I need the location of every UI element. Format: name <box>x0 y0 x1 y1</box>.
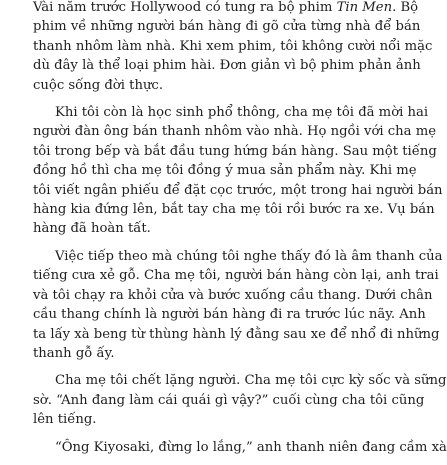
text-run: thanh nhôm làm nhà. Khi xem phim, tôi không cười nổi mặc <box>33 38 433 54</box>
text-run: người đàn ông bán thanh nhôm vào nhà. Họ ngồi với cha mẹ <box>33 124 437 140</box>
text-line <box>33 325 440 344</box>
text-line <box>33 371 447 390</box>
text-line <box>33 219 373 238</box>
text-run: Khi tôi còn là học sinh phổ thông, cha mẹ tôi đã mời hai <box>55 105 429 121</box>
text-line <box>33 0 419 17</box>
text-line <box>33 17 421 36</box>
text-line <box>33 76 373 95</box>
text-run: và tôi chạy ra khỏi cửa và bước xuống cầu thang. Dưới chân <box>33 287 433 303</box>
text-line <box>33 161 417 180</box>
text-line <box>33 438 447 457</box>
body-text <box>33 0 447 465</box>
paragraph <box>33 103 443 239</box>
paragraph <box>33 247 443 363</box>
text-run: hàng kia đứng lên, bắt tay cha mẹ tôi rồi bước ra xe. Vụ bán <box>33 202 435 218</box>
text-run: “Ông Kiyosaki, đừng lo lắng,” anh thanh niên đang cầm xà <box>55 439 447 455</box>
text-run: cầu thang chính là người bán hàng đi ra trước lúc nãy. Anh <box>33 307 426 323</box>
text-line <box>33 181 443 200</box>
text-line <box>33 56 421 75</box>
text-run: dù đây là thể loại phim hài. Đơn giản vì bộ phim phản ảnh <box>33 58 421 74</box>
text-run: . Bộ <box>392 0 419 15</box>
text-run: tôi viết ngân phiếu để đặt cọc trước, một trong hai người bán <box>33 182 443 198</box>
text-line <box>33 142 437 161</box>
text-run: Cha mẹ tôi chết lặng người. Cha mẹ tôi cực kỳ sốc và sững <box>55 373 447 389</box>
text-run: Vài năm trước Hollywood có tung ra bộ phim <box>33 0 337 15</box>
text-run: lên tiếng. <box>33 412 97 428</box>
paragraph <box>33 371 447 429</box>
text-run: tiếng cưa xẻ gỗ. Cha mẹ tôi, người bán hàng còn lại, anh trai <box>33 268 439 284</box>
text-run: thanh gỗ ấy. <box>33 345 115 361</box>
text-run: cuộc sống đời thực. <box>33 77 164 93</box>
text-line <box>33 200 435 219</box>
text-line <box>33 122 437 141</box>
text-run: sờ. “Anh đang làm cái quái gì vậy?” cuối cùng cha tôi cũng <box>33 392 425 408</box>
text-line <box>33 103 429 122</box>
text-run: hàng đã hoàn tất. <box>33 221 151 237</box>
text-line <box>33 286 433 305</box>
paragraph <box>33 0 433 95</box>
text-line <box>33 344 373 363</box>
text-line <box>33 37 433 56</box>
book-title: Tin Men <box>336 0 393 15</box>
text-line <box>33 305 426 324</box>
text-line <box>33 266 439 285</box>
paragraph <box>33 438 447 457</box>
text-line <box>33 247 443 266</box>
text-run: ta lấy xà beng từ thùng hành lý đằng sau xe để nhổ đi những <box>33 326 440 342</box>
text-run: đồng hồ thì cha mẹ tôi đồng ý mua sản phẩm này. Khi mẹ <box>33 163 417 179</box>
text-line <box>33 391 425 410</box>
text-run: phim về những người bán hàng đi gõ cửa từng nhà để bán <box>33 19 421 35</box>
text-line <box>33 410 373 429</box>
text-run: tôi trong bếp và bắt đầu tung hứng bán hàng. Sau một tiếng <box>33 143 437 159</box>
text-run: Việc tiếp theo mà chúng tôi nghe thấy đó là âm thanh của <box>55 248 443 264</box>
